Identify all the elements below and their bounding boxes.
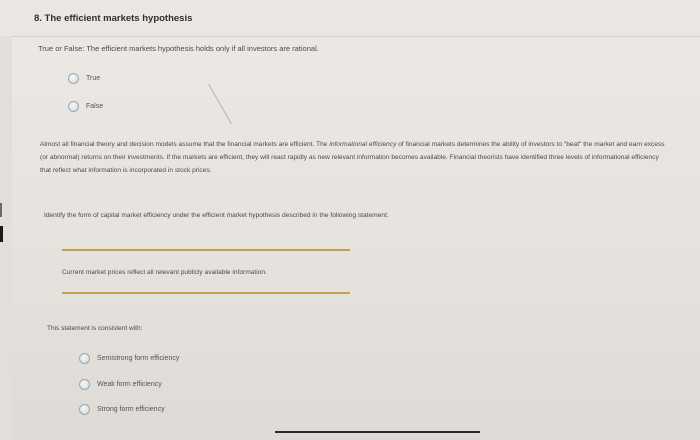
option-strong[interactable] bbox=[79, 404, 165, 415]
true-false-prompt: True or False: The efficient markets hypothesis holds only if all investors are rational. bbox=[38, 44, 319, 53]
statement-text: Current market prices reflect all relevant publicly available information. bbox=[62, 269, 267, 276]
question-header bbox=[0, 0, 700, 37]
option-false-label: False bbox=[86, 103, 104, 110]
statement-top-line bbox=[62, 249, 350, 251]
option-semistrong[interactable] bbox=[79, 353, 179, 364]
option-semistrong-label: Semistrong form efficiency bbox=[97, 355, 180, 362]
left-edge-marker-dark bbox=[0, 226, 3, 242]
radio-weak[interactable] bbox=[79, 379, 90, 390]
option-false[interactable] bbox=[68, 101, 103, 112]
option-strong-label: Strong form efficiency bbox=[97, 406, 165, 413]
radio-false[interactable] bbox=[68, 101, 79, 112]
statement-bottom-line bbox=[62, 292, 350, 294]
left-edge-marker bbox=[0, 203, 2, 217]
consistent-label: This statement is consistent with: bbox=[47, 325, 143, 332]
option-true-label: True bbox=[86, 75, 101, 82]
question-title: 8. The efficient markets hypothesis bbox=[34, 13, 193, 24]
paragraph-text-1: Almost all financial theory and decision models assume that the financial markets are efficient. The bbox=[40, 141, 330, 148]
option-weak[interactable] bbox=[79, 379, 162, 390]
radio-semistrong[interactable] bbox=[79, 353, 90, 364]
paragraph-text-2: of financial markets determines the ability of investors to "beat" the market and earn excess (or abnormal) returns on their investments. If the markets are efficient, they will react rapidly as new relevant information becomes available. Financial theorists have identified three levels of informational efficiency that reflect what information is incorporated in stock prices. bbox=[40, 141, 665, 174]
pen-stroke bbox=[208, 84, 232, 124]
bottom-divider bbox=[275, 431, 480, 433]
radio-strong[interactable] bbox=[79, 404, 90, 415]
option-true[interactable] bbox=[68, 73, 100, 84]
identify-prompt: Identify the form of capital market efficiency under the efficient market hypothesis described in the following statement: bbox=[44, 212, 389, 219]
option-weak-label: Weak form efficiency bbox=[97, 381, 162, 388]
radio-true[interactable] bbox=[68, 73, 79, 84]
explanation-paragraph bbox=[40, 138, 665, 177]
paragraph-italic: informational efficiency bbox=[329, 141, 397, 148]
